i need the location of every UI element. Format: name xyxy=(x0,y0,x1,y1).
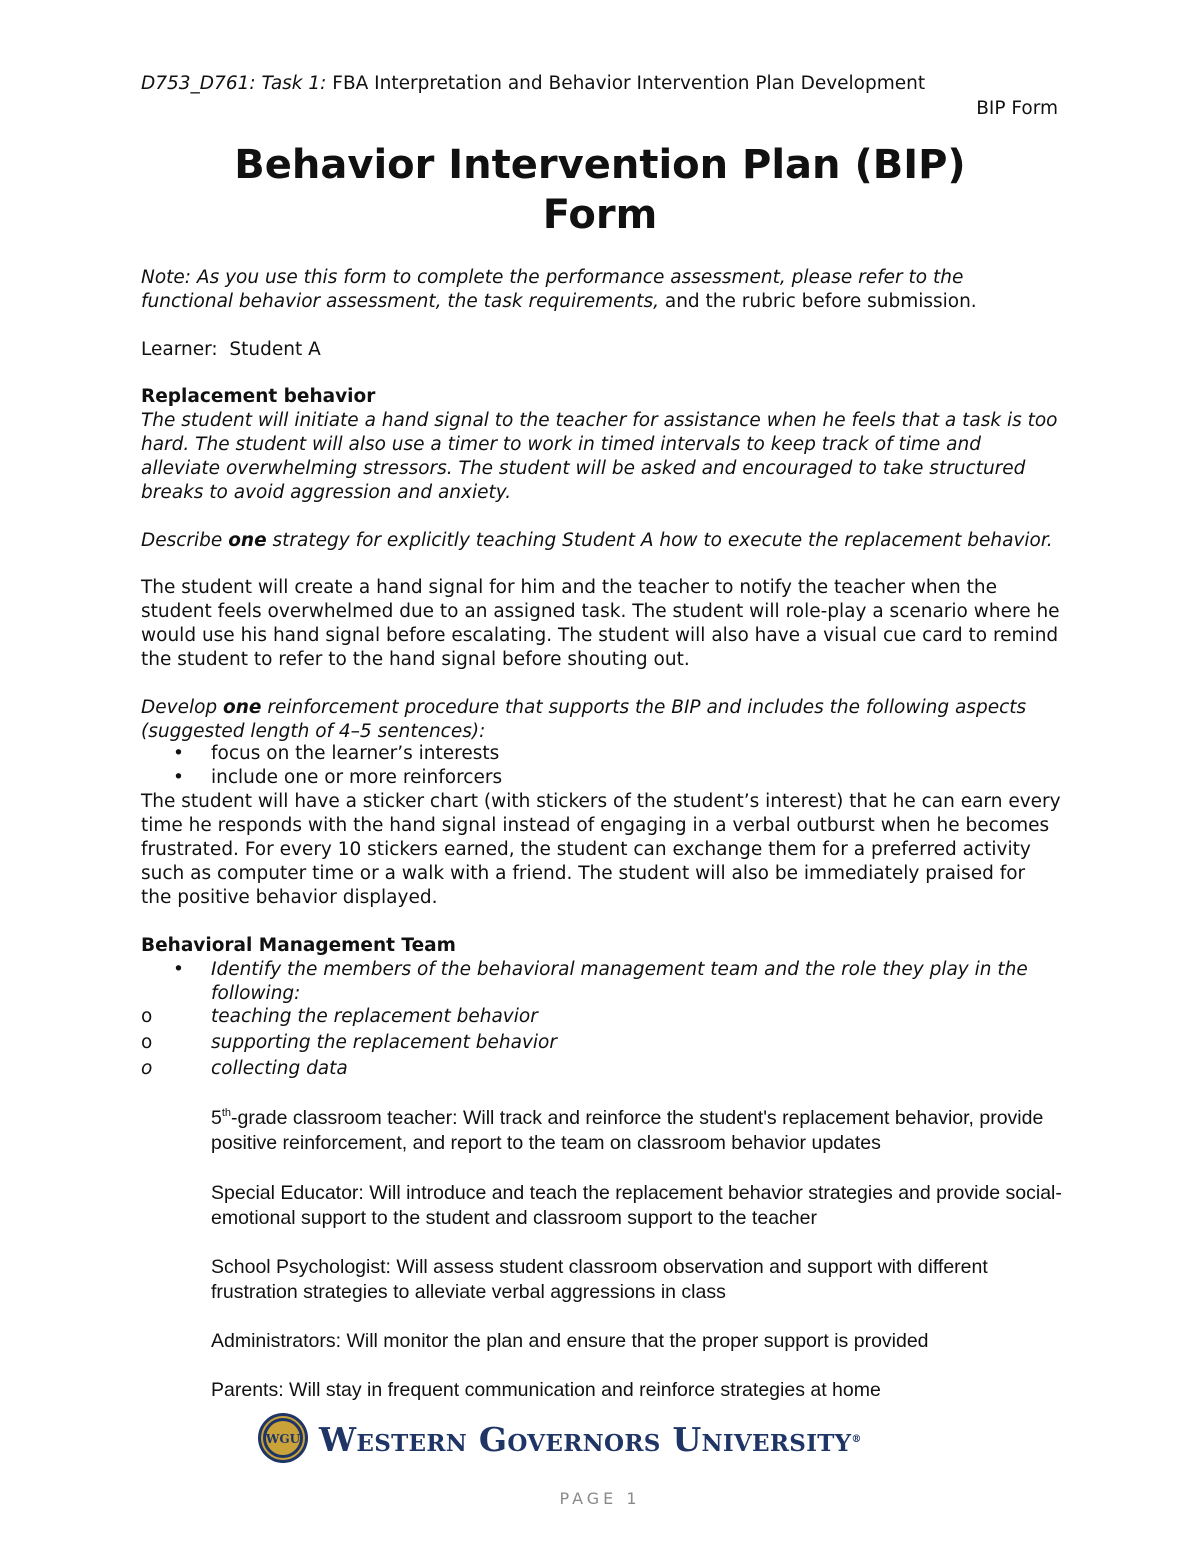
replacement-text: The student will initiate a hand signal to the teacher for assistance when he feels that a task is too hard. The student will also use a timer to work in timed intervals to keep track of time and alleviate overwhelming stressors. The student will be asked and encouraged to take structured breaks to avoid aggression and anxiety. xyxy=(141,410,1058,503)
form-label: BIP Form xyxy=(976,98,1058,119)
seal-letters: WGU xyxy=(265,1432,301,1446)
teacher-role: -grade classroom teacher: Will track and reinforce the student's replacement behavior, provide positive reinforcement, and report to the team on classroom behavior updates xyxy=(211,1107,1044,1154)
strategy-prompt-b: strategy for explicitly teaching Student A how to execute the replacement behavior. xyxy=(266,530,1053,551)
course-code: D753_D761: Task 1: xyxy=(141,73,327,94)
reinforcement-bullets xyxy=(141,742,1061,790)
bullet-icon: • xyxy=(173,959,184,980)
list-item xyxy=(141,1031,1061,1057)
university-seal-icon xyxy=(257,1412,309,1464)
teacher-grade-suffix: th xyxy=(221,1106,232,1119)
list-item-text: teaching the replacement behavior xyxy=(211,1006,538,1027)
page-number: PAGE 1 xyxy=(559,1489,641,1508)
reinforcement-prompt xyxy=(141,696,1061,744)
note-suffix: and the rubric before submission. xyxy=(658,291,977,312)
bullet-icon: • xyxy=(173,743,184,764)
team-member-teacher xyxy=(211,1106,1071,1156)
list-item-text: supporting the replacement behavior xyxy=(211,1032,557,1053)
strategy-answer: The student will create a hand signal for him and the teacher to notify the teacher when the student feels overwhelmed due to an assigned task. The student will role-play a scenario where he would use his hand signal before escalating. The student will also have a visual cue card to remind the student to refer to the hand signal before shouting out. xyxy=(141,577,1060,670)
running-header xyxy=(141,72,925,96)
strategy-prompt-a: Describe xyxy=(141,530,229,551)
list-item xyxy=(141,766,1061,790)
title-line-1: Behavior Intervention Plan (BIP) xyxy=(234,142,966,188)
team-bullet xyxy=(141,958,1061,1006)
strategy-prompt xyxy=(141,529,1061,553)
team-sub-items xyxy=(141,1005,1061,1083)
teacher-grade: 5 xyxy=(211,1107,222,1129)
circle-bullet-icon: o xyxy=(141,1058,153,1079)
team-member-parents: Parents: Will stay in frequent communication and reinforce strategies at home xyxy=(211,1379,881,1401)
team-member-special-educator: Special Educator: Will introduce and teach the replacement behavior strategies and provide social-emotional support to the student and classroom support to the teacher xyxy=(211,1182,1062,1229)
list-item-text: Identify the members of the behavioral management team and the role they play in the following: xyxy=(211,959,1028,1004)
circle-bullet-icon: o xyxy=(141,1032,153,1053)
team-member-psychologist: School Psychologist: Will assess student classroom observation and support with different frustration strategies to alleviate verbal aggressions in class xyxy=(211,1256,988,1303)
team-member-administrators: Administrators: Will monitor the plan and ensure that the proper support is provided xyxy=(211,1330,929,1352)
reinforcement-prompt-bold: one xyxy=(223,697,262,718)
list-item xyxy=(141,1057,1061,1083)
reinforcement-answer: The student will have a sticker chart (with stickers of the student’s interest) that he can earn every time he responds with the hand signal instead of engaging in a verbal outburst when he becomes frustrated. For every 10 stickers earned, the student can exchange them for a preferred activity such as computer time or a walk with a friend. The student will also be immediately praised for the positive behavior displayed. xyxy=(141,791,1061,908)
list-item xyxy=(141,958,1061,1006)
list-item-text: collecting data xyxy=(211,1058,348,1079)
wordmark-text: Western Governors University xyxy=(319,1420,852,1459)
list-item xyxy=(141,1005,1061,1031)
reinforcement-prompt-a: Develop xyxy=(141,697,224,718)
circle-bullet-icon: o xyxy=(141,1006,153,1027)
reinforcement-prompt-b: reinforcement procedure that supports the BIP and includes the following aspects (suggested length of 4–5 sentences): xyxy=(141,697,1027,742)
page-title xyxy=(0,140,1200,240)
replacement-heading: Replacement behavior xyxy=(141,386,376,407)
learner-value: Student A xyxy=(229,339,321,360)
strategy-prompt-bold: one xyxy=(228,530,267,551)
title-line-2: Form xyxy=(542,192,658,238)
university-wordmark xyxy=(319,1420,862,1460)
learner-line xyxy=(141,338,1061,362)
note-paragraph xyxy=(141,266,1061,314)
list-item-text: focus on the learner’s interests xyxy=(211,743,500,764)
team-heading: Behavioral Management Team xyxy=(141,935,456,956)
wgu-logo xyxy=(257,1412,907,1468)
note-prefix: Note xyxy=(141,267,185,288)
course-title: FBA Interpretation and Behavior Intervention Plan Development xyxy=(326,73,926,94)
learner-label: Learner: xyxy=(141,339,218,360)
list-item-text: include one or more reinforcers xyxy=(211,767,503,788)
trademark: ® xyxy=(851,1434,862,1445)
list-item xyxy=(141,742,1061,766)
note-text: : As you use this form to complete the performance assessment, please refer to the functional behavior assessment, the task requirements, xyxy=(141,267,964,312)
bullet-icon: • xyxy=(173,767,184,788)
